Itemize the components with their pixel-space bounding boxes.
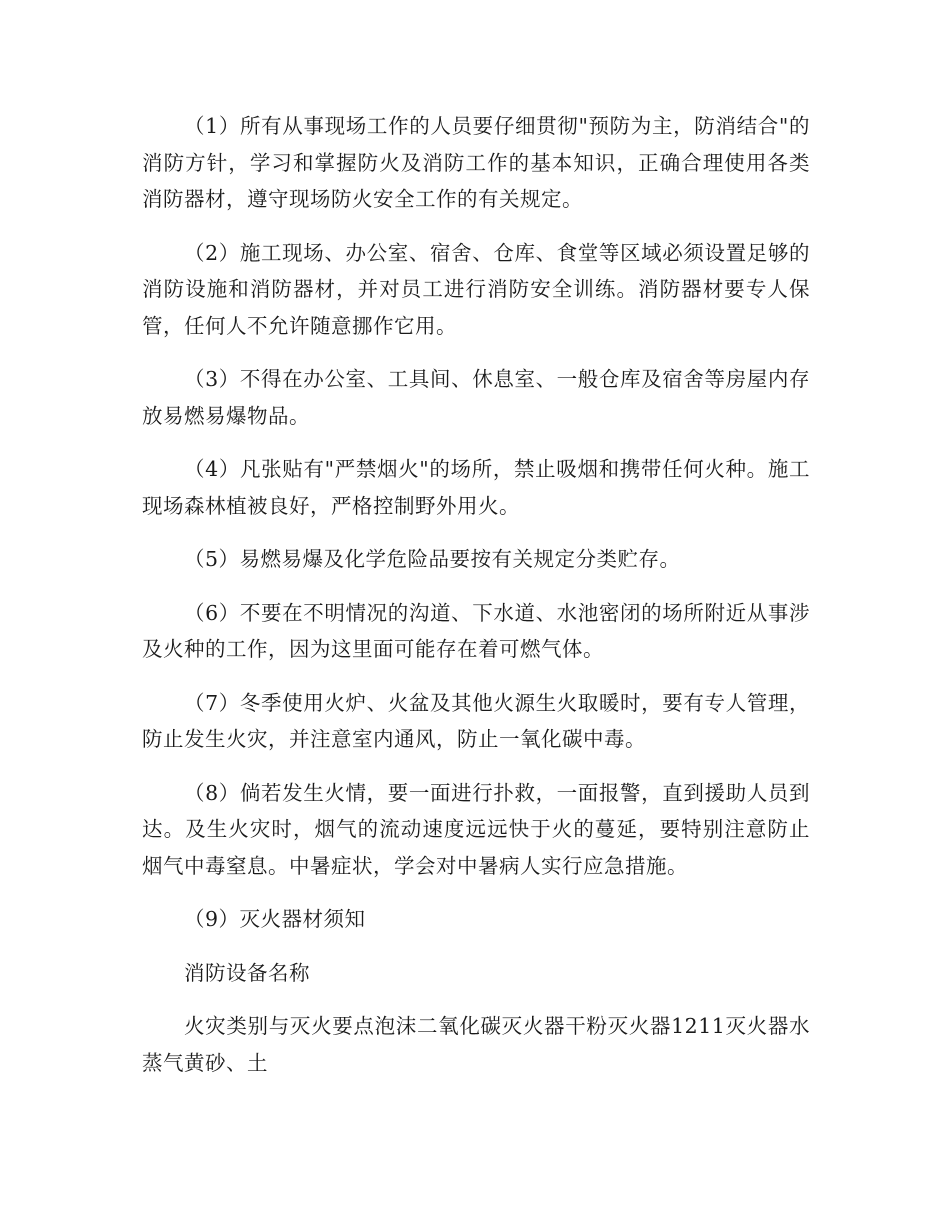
paragraph-4: （4）凡张贴有"严禁烟火"的场所，禁止吸烟和携带任何火种。施工现场森林植被良好，严格控制野外用火。	[142, 457, 810, 518]
paragraph-6: （6）不要在不明情况的沟道、下水道、水池密闭的场所附近从事涉及火种的工作，因为这里面可能存在着可燃气体。	[142, 600, 810, 661]
paragraph-1: （1）所有从事现场工作的人员要仔细贯彻"预防为主，防消结合"的消防方针，学习和掌握防火及消防工作的基本知识，正确合理使用各类消防器材，遵守现场防火安全工作的有关规定。	[142, 114, 810, 211]
paragraph-8: （8）倘若发生火情，要一面进行扑救，一面报警，直到援助人员到达。及生火灾时，烟气的流动速度远远快于火的蔓延，要特别注意防止烟气中毒窒息。中暑症状，学会对中暑病人实行应急措施。	[142, 780, 810, 878]
paragraph-10: 消防设备名称	[184, 960, 310, 985]
paragraph-11: 火灾类别与灭火要点泡沫二氧化碳灭火器干粉灭火器1211灭火器水蒸气黄砂、土	[142, 1014, 810, 1075]
paragraph-3: （3）不得在办公室、工具间、休息室、一般仓库及宿舍等房屋内存放易燃易爆物品。	[142, 367, 810, 428]
paragraph-7: （7）冬季使用火炉、火盆及其他火源生火取暖时，要有专人管理，防止发生火灾，并注意室内通风，防止一氧化碳中毒。	[142, 690, 810, 751]
paragraph-9: （9）灭火器材须知	[184, 907, 366, 931]
paragraph-5: （5）易燃易爆及化学危险品要按有关规定分类贮存。	[184, 547, 681, 571]
paragraph-2: （2）施工现场、办公室、宿舍、仓库、食堂等区域必须设置足够的消防设施和消防器材，并对员工进行消防安全训练。消防器材要专人保管，任何人不允许随意挪作它用。	[142, 240, 810, 338]
document-body	[142, 108, 810, 1098]
